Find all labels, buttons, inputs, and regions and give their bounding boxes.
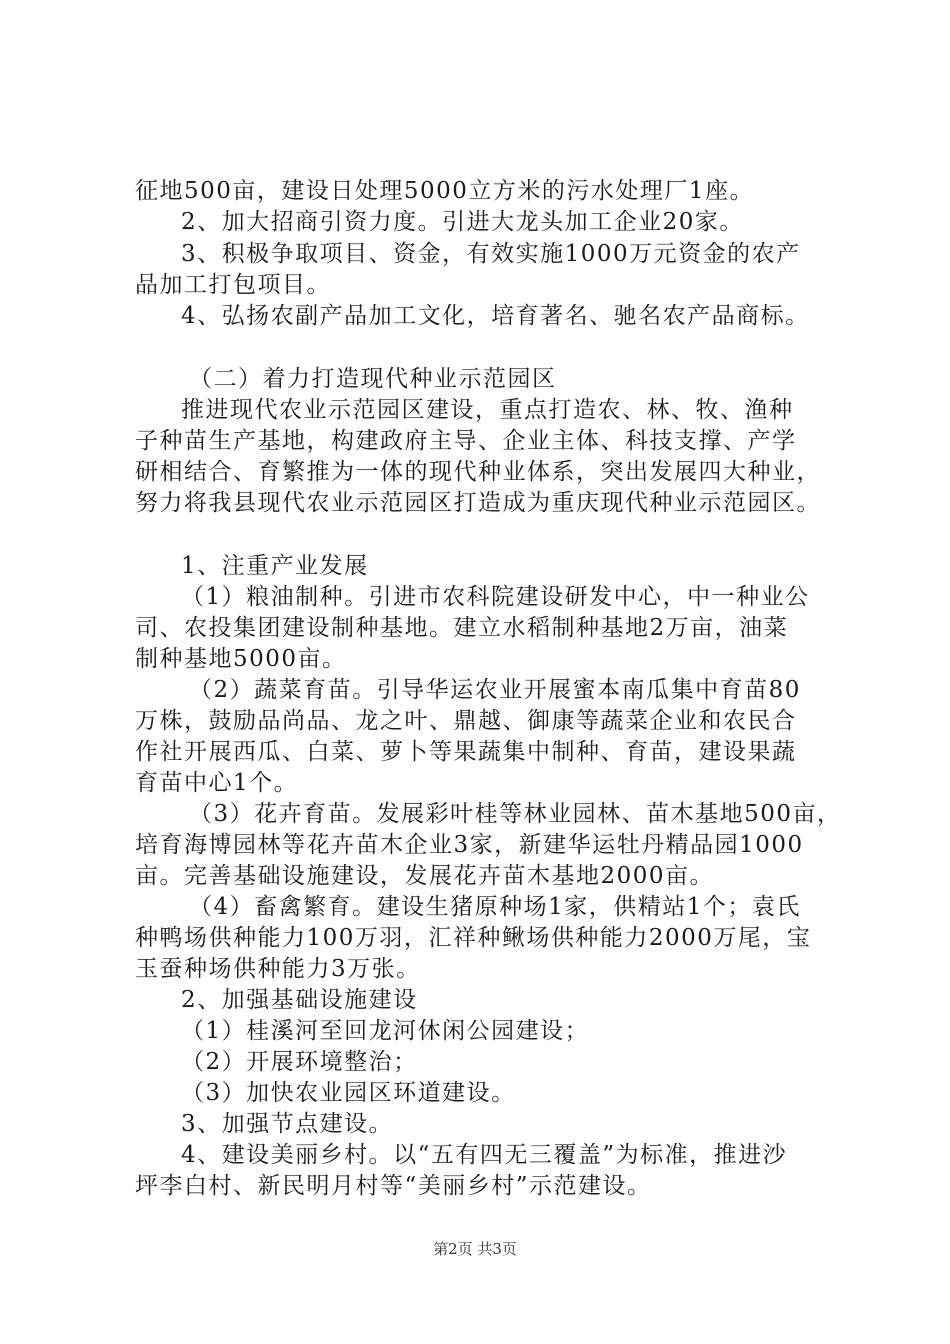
text-line: 4、建设美丽乡村。以“五有四无三覆盖”为标准，推进沙 <box>181 1142 788 1168</box>
text-line: （1）粮油制种。引进市农科院建设研发中心，中一种业公 <box>181 584 810 610</box>
text-line: 司、农投集团建设制种基地。建立水稻制种基地2万亩，油菜 <box>135 615 789 641</box>
section-heading: （二）着力打造现代种业示范园区 <box>189 366 557 392</box>
text-line: 努力将我县现代农业示范园区打造成为重庆现代种业示范园区。 <box>135 490 821 516</box>
subsection-heading: 1、注重产业发展 <box>181 553 369 579</box>
subsection-heading: 3、加强节点建设。 <box>181 1111 394 1137</box>
text-line: 坪李白村、新民明月村等“美丽乡村”示范建设。 <box>135 1173 652 1199</box>
text-line: 玉蚕种场供种能力3万张。 <box>135 956 421 982</box>
subsection-heading: 2、加强基础设施建设 <box>181 987 418 1013</box>
page-footer: 第2页 共3页 <box>433 1240 517 1258</box>
text-line: 2、加大招商引资力度。引进大龙头加工企业20家。 <box>181 209 744 235</box>
text-line: 育苗中心1个。 <box>135 770 299 796</box>
text-line: 作社开展西瓜、白菜、萝卜等果蔬集中制种、育苗，建设果蔬 <box>135 739 797 765</box>
text-line: 征地500亩，建设日处理5000立方米的污水处理厂1座。 <box>135 178 755 204</box>
text-line: 子种苗生产基地，构建政府主导、企业主体、科技支撑、产学 <box>135 428 797 454</box>
text-line: 万株，鼓励品尚品、龙之叶、鼎越、御康等蔬菜企业和农民合 <box>135 708 797 734</box>
text-line: 制种基地5000亩。 <box>135 646 347 672</box>
text-line: （4）畜禽繁育。建设生猪原种场1家，供精站1个；袁氏 <box>189 894 801 920</box>
text-line: 4、弘扬农副产品加工文化，培育著名、驰名农产品商标。 <box>181 303 810 329</box>
text-line: 培育海博园林等花卉苗木企业3家，新建华运牡丹精品园1000 <box>135 832 804 858</box>
text-line: （2）蔬菜育苗。引导华运农业开展蜜本南瓜集中育苗80 <box>189 677 801 703</box>
text-line: （3）加快农业园区环道建设。 <box>181 1080 516 1106</box>
text-line: 研相结合、育繁推为一体的现代种业体系，突出发展四大种业， <box>135 459 821 485</box>
text-line: 种鸭场供种能力100万羽，汇祥种鳅场供种能力2000万尾，宝 <box>135 925 812 951</box>
text-line: （3）花卉育苗。发展彩叶桂等林业园林、苗木基地500亩， <box>189 801 842 827</box>
text-line: 亩。完善基础设施建设，发展花卉苗木基地2000亩。 <box>135 863 715 889</box>
text-line: 推进现代农业示范园区建设，重点打造农、林、牧、渔种 <box>181 397 794 423</box>
text-line: （2）开展环境整治； <box>181 1049 418 1075</box>
text-line: 3、积极争取项目、资金，有效实施1000万元资金的农产 <box>181 241 801 267</box>
text-line: 品加工打包项目。 <box>135 272 331 298</box>
text-line: （1）桂溪河至回龙河休闲公园建设； <box>181 1018 590 1044</box>
